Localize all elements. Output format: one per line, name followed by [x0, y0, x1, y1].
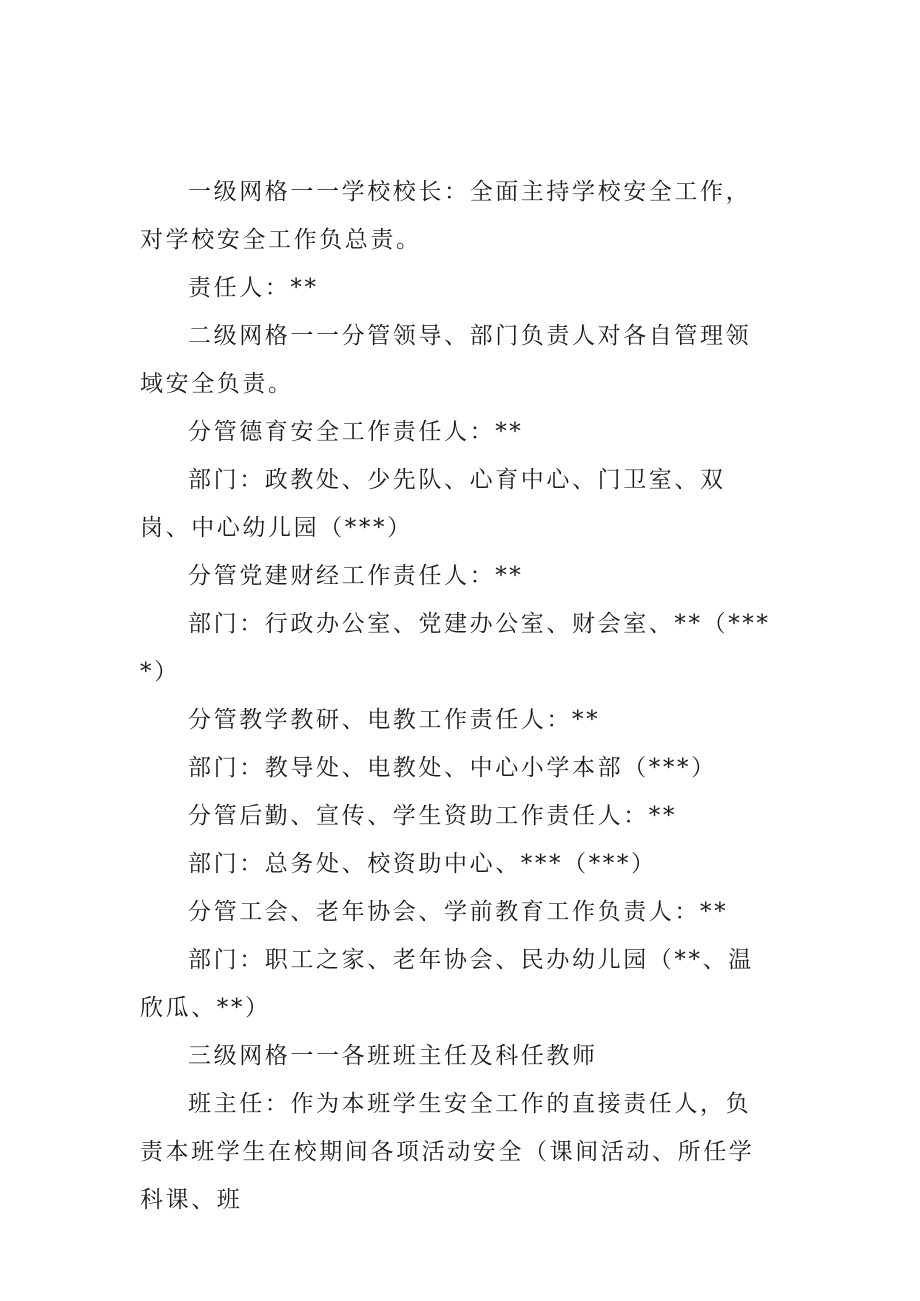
paragraph-grid-level-1: 一级网格一一学校校长：全面主持学校安全工作，对学校安全工作负总责。 [140, 179, 752, 253]
paragraph-logistics-departments: 部门：总务处、校资助中心、***（***） [188, 851, 657, 877]
paragraph-party-finance-lead: 分管党建财经工作责任人：** [188, 563, 524, 589]
paragraph-union-lead: 分管工会、老年协会、学前教育工作负责人：** [188, 899, 729, 925]
paragraph-head-teacher: 班主任：作为本班学生安全工作的直接责任人，负责本班学生在校期间各项活动安全（课间活动、所任学科课、班 [140, 1091, 755, 1213]
paragraph-party-finance-departments: 部门：行政办公室、党建办公室、财会室、**（****） [140, 611, 771, 685]
paragraph-grid-level-2: 二级网格一一分管领导、部门负责人对各自管理领域安全负责。 [140, 323, 752, 397]
paragraph-teaching-departments: 部门：教导处、电教处、中心小学本部（***） [188, 755, 717, 781]
paragraph-moral-education-departments: 部门：政教处、少先队、心育中心、门卫室、双岗、中心幼儿园（***） [140, 467, 726, 541]
paragraph-moral-education-lead: 分管德育安全工作责任人：** [188, 419, 524, 445]
paragraph-level-1-responsible: 责任人：** [188, 275, 319, 301]
paragraph-union-departments: 部门：职工之家、老年协会、民办幼儿园（**、温欣瓜、**） [140, 947, 754, 1021]
paragraph-logistics-lead: 分管后勤、宣传、学生资助工作责任人：** [188, 803, 677, 829]
paragraph-teaching-lead: 分管教学教研、电教工作责任人：** [188, 707, 601, 733]
paragraph-grid-level-3: 三级网格一一各班班主任及科任教师 [188, 1043, 598, 1069]
document-body [140, 168, 775, 1224]
